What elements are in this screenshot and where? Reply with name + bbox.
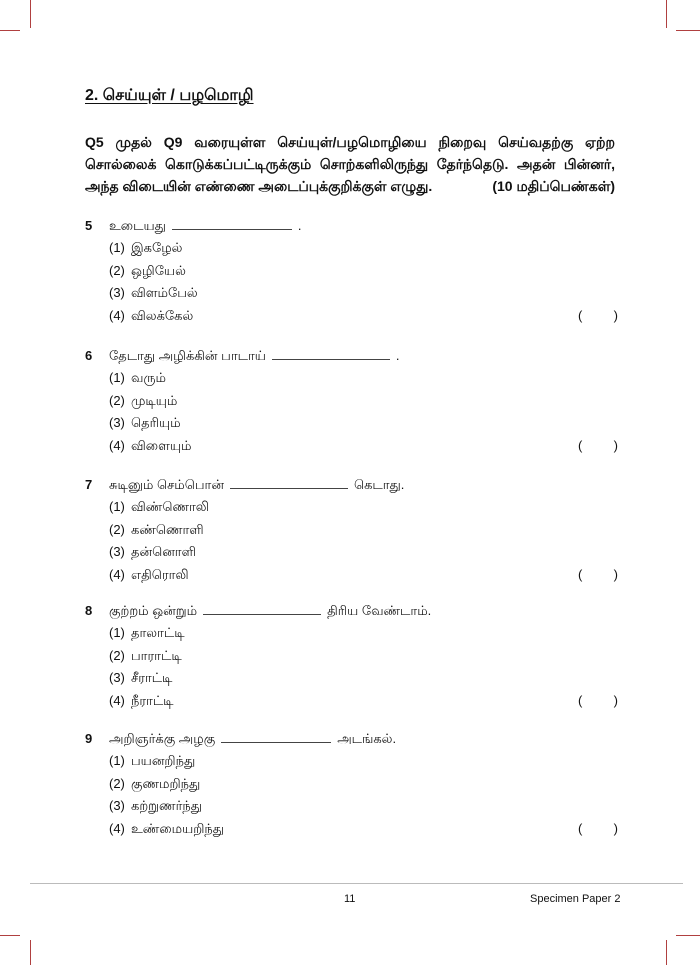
answer-blank — [203, 614, 321, 615]
question-number: 5 — [85, 218, 93, 233]
stem-after: . — [395, 348, 400, 363]
stem-before: உடையது — [109, 218, 166, 233]
answer-brackets[interactable] — [578, 567, 618, 582]
option-text: உண்மையறிந்து — [131, 820, 225, 836]
answer-brackets[interactable] — [578, 438, 618, 453]
option-2 — [85, 776, 620, 799]
option-text: விளம்பேல் — [131, 285, 198, 300]
bracket-close: ) — [613, 307, 618, 323]
option-text: தன்னொளி — [131, 544, 196, 559]
bracket-open: ( — [578, 307, 583, 323]
question-5 — [85, 218, 620, 330]
crop-mark-bottom-left-h — [0, 935, 20, 936]
option-number: (2) — [109, 392, 125, 408]
option-4 — [85, 821, 620, 844]
option-number: (4) — [109, 437, 125, 453]
question-number: 7 — [85, 477, 93, 492]
option-text: பாராட்டி — [131, 647, 182, 663]
question-8 — [85, 603, 620, 715]
stem-after: அடங்கல். — [337, 731, 397, 746]
option-1 — [85, 240, 620, 263]
option-text: ஒழியேல் — [131, 262, 186, 278]
answer-blank — [272, 359, 390, 360]
option-1 — [85, 753, 620, 776]
option-text: கண்ணொளி — [131, 521, 204, 537]
option-1 — [85, 370, 620, 393]
option-number: (4) — [109, 307, 125, 323]
answer-brackets[interactable] — [578, 821, 618, 836]
option-number: (1) — [109, 499, 125, 514]
answer-brackets[interactable] — [578, 693, 618, 708]
option-text: தெரியும் — [131, 415, 181, 430]
question-9 — [85, 731, 620, 843]
option-4 — [85, 567, 620, 590]
bracket-close: ) — [613, 820, 618, 836]
option-number: (2) — [109, 775, 125, 791]
question-number: 6 — [85, 348, 93, 363]
question-7 — [85, 477, 620, 589]
option-number: (2) — [109, 521, 125, 537]
option-2 — [85, 263, 620, 286]
crop-mark-top-left-h — [0, 30, 20, 31]
instructions — [85, 131, 615, 197]
option-number: (3) — [109, 670, 125, 685]
option-3 — [85, 285, 620, 308]
option-1 — [85, 625, 620, 648]
option-2 — [85, 522, 620, 545]
option-text: எதிரொலி — [131, 566, 189, 582]
option-number: (3) — [109, 285, 125, 300]
footer-label: Specimen Paper 2 — [530, 893, 621, 905]
option-number: (1) — [109, 240, 125, 255]
answer-blank — [172, 229, 292, 230]
option-3 — [85, 544, 620, 567]
option-text: சீராட்டி — [131, 670, 173, 685]
bracket-close: ) — [613, 437, 618, 453]
option-number: (1) — [109, 370, 125, 385]
question-number: 8 — [85, 603, 93, 618]
page-number: 11 — [344, 893, 356, 905]
option-number: (3) — [109, 544, 125, 559]
option-number: (1) — [109, 753, 125, 768]
option-text: தாலாட்டி — [131, 625, 185, 640]
question-stem — [85, 218, 620, 240]
option-4 — [85, 693, 620, 716]
crop-mark-bottom-right-h — [676, 935, 700, 936]
answer-blank — [230, 488, 348, 489]
question-stem — [85, 731, 620, 753]
option-text: விலக்கேல் — [131, 307, 194, 323]
crop-mark-bottom-right-v — [666, 940, 667, 965]
answer-blank — [221, 742, 331, 743]
option-number: (4) — [109, 692, 125, 708]
instructions-text: Q5 முதல் Q9 வரையுள்ள செய்யுள்/பழமொழியை நிறைவு செய்வதற்கு ஏற்ற சொல்லைக் கொடுக்கப்பட்டிருக்கும் சொற்களிலிருந்து தேர்ந்தெடு. அதன் பின்னர், அந்த விடையின் எண்ணை அடைப்புக்குறிக்குள் எழுது. — [85, 134, 615, 194]
stem-before: தேடாது அழிக்கின் பாடாய் — [109, 348, 266, 363]
option-text: பயனறிந்து — [131, 753, 196, 768]
option-2 — [85, 393, 620, 416]
marks-label: (10 மதிப்பெண்கள்) — [492, 178, 615, 194]
crop-mark-top-left-v — [30, 0, 31, 28]
option-text: முடியும் — [131, 392, 178, 408]
question-stem — [85, 477, 620, 499]
option-number: (4) — [109, 820, 125, 836]
crop-mark-top-right-v — [666, 0, 667, 28]
stem-after: கெடாது. — [353, 477, 405, 492]
bracket-open: ( — [578, 437, 583, 453]
option-text: விண்ணொலி — [131, 499, 210, 514]
section-title: 2. செய்யுள் / பழமொழி — [85, 87, 254, 104]
option-number: (2) — [109, 647, 125, 663]
bracket-open: ( — [578, 692, 583, 708]
stem-before: அறிஞர்க்கு அழகு — [109, 731, 216, 746]
option-4 — [85, 438, 620, 461]
option-number: (3) — [109, 415, 125, 430]
stem-after: திரிய வேண்டாம். — [327, 603, 432, 618]
option-text: விளையும் — [131, 437, 192, 453]
question-number: 9 — [85, 731, 93, 746]
bracket-close: ) — [613, 566, 618, 582]
option-3 — [85, 798, 620, 821]
option-number: (4) — [109, 566, 125, 582]
option-text: நீராட்டி — [131, 692, 174, 708]
answer-brackets[interactable] — [578, 308, 618, 323]
option-text: வரும் — [131, 370, 166, 385]
option-3 — [85, 415, 620, 438]
option-text: கற்றுணர்ந்து — [131, 798, 202, 813]
option-4 — [85, 308, 620, 331]
crop-mark-top-right-h — [676, 30, 700, 31]
option-3 — [85, 670, 620, 693]
stem-after: . — [297, 218, 302, 233]
option-number: (1) — [109, 625, 125, 640]
footer-divider — [30, 883, 683, 884]
stem-before: சுடினும் செம்பொன் — [109, 477, 224, 492]
bracket-close: ) — [613, 692, 618, 708]
crop-mark-bottom-left-v — [30, 940, 31, 965]
bracket-open: ( — [578, 820, 583, 836]
option-number: (2) — [109, 262, 125, 278]
option-1 — [85, 499, 620, 522]
question-stem — [85, 348, 620, 370]
stem-before: குற்றம் ஒன்றும் — [109, 603, 198, 618]
option-text: இகழேல் — [131, 240, 183, 255]
option-number: (3) — [109, 798, 125, 813]
question-6 — [85, 348, 620, 460]
question-stem — [85, 603, 620, 625]
bracket-open: ( — [578, 566, 583, 582]
option-2 — [85, 648, 620, 671]
option-text: குணமறிந்து — [131, 775, 201, 791]
